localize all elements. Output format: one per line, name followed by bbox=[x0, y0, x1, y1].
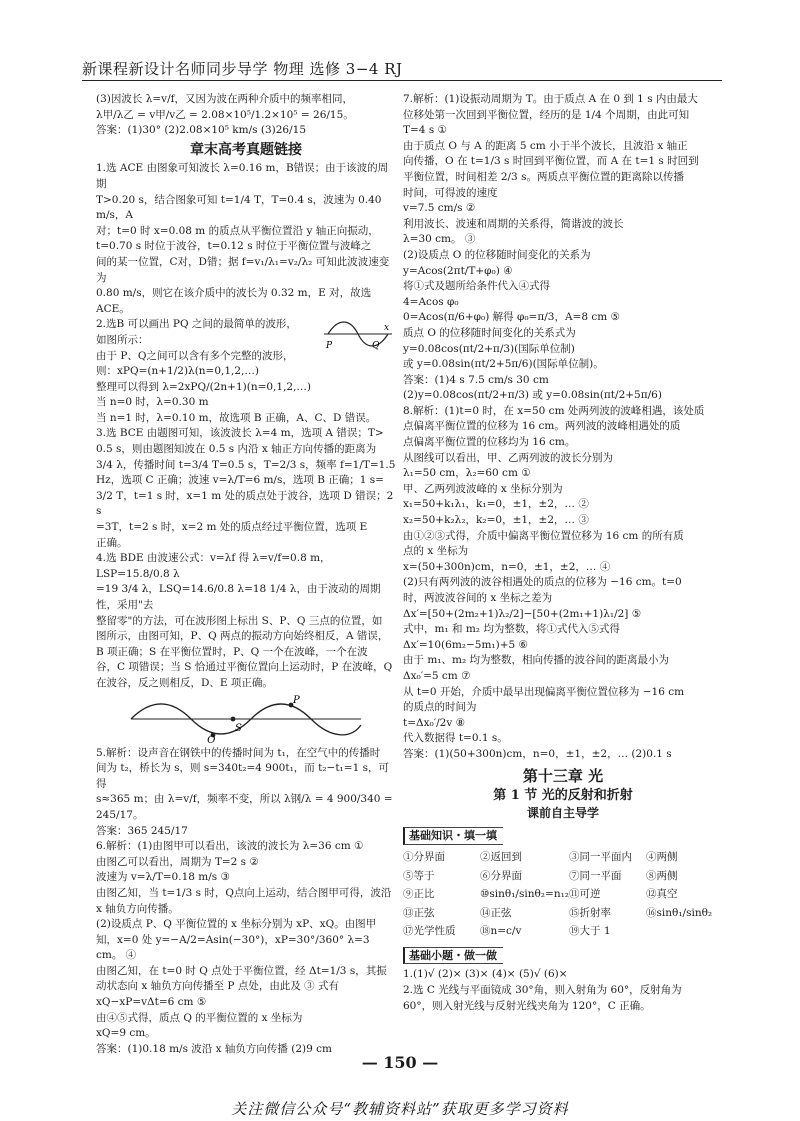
text-line: xQ=9 cm。 bbox=[96, 1027, 156, 1040]
text-line: 1.选 ACE 由图象可知波长 λ=0.16 m，B错误；由于该波的周期 bbox=[96, 162, 389, 190]
text-line: 60°，则入射光线与反射光线夹角为 120°，C 正确。 bbox=[403, 999, 651, 1012]
text-line: 对；t=0 时 x=0.08 m 的质点从平衡位置沿 y 轴正向振动， bbox=[96, 224, 379, 237]
text-line: 5.解析：设声音在钢铁中的传播时间为 t₁，在空气中的传播时 bbox=[96, 746, 381, 759]
text-line: 答案：(1)30° (2)2.08×10⁵ km/s (3)26/15 bbox=[96, 124, 306, 137]
knowledge-item: ⑪可逆 bbox=[569, 888, 601, 901]
text-line: 从图线可以看出，甲、乙两列波的波长分别为 bbox=[403, 451, 613, 464]
text-line: 式中，m₁ 和 m₂ 均为整数，将①式代入⑤式得 bbox=[403, 623, 620, 636]
text-line: 2.选 C 光线与平面镜成 30°角，则入射角为 60°，反射角为 bbox=[403, 984, 682, 997]
text-line: (2)y=0.08cos(πt/2+π/3) 或 y=0.08sin(πt/2+5π/6) bbox=[403, 389, 662, 402]
text-line: 整留零"的方法，可在波形图上标出 S、P、Q 三点的位置，如 bbox=[96, 614, 383, 627]
answer-block-intro bbox=[96, 92, 396, 139]
text-line: 由①②③式得，介质中偏离平衡位置位移为 16 cm 的所有质 bbox=[403, 529, 684, 542]
text-line: 3.选 BCE 由题图可知，该波波长 λ=4 m，选项 A 错误；T> bbox=[96, 427, 384, 440]
text-line: xQ−xP=vΔt=6 cm ⑤ bbox=[96, 996, 207, 1009]
text-line: Δx₀′=5 cm ⑦ bbox=[403, 669, 471, 682]
text-line: 由④⑤式得，质点 Q 的平衡位置的 x 坐标为 bbox=[96, 1011, 303, 1024]
text-line: 知，x=0 处 y=−A/2=Asin(−30°)，xP=30°/360° λ=3 cm。 ④ bbox=[96, 933, 370, 962]
answer-block-q1-q4 bbox=[96, 161, 396, 691]
answer-block-q7 bbox=[403, 92, 723, 404]
text-line: ACE。 bbox=[96, 302, 130, 315]
text-line: 1.(1)√ (2)× (3)× (4)× (5)√ (6)× bbox=[403, 968, 568, 981]
basic-knowledge-label: 基础知识・填一填 bbox=[403, 827, 503, 845]
knowledge-item: ⑧两侧 bbox=[646, 869, 678, 882]
text-line: 6.解析：(1)由图甲可以看出，该波的波长为 λ=36 cm ① bbox=[96, 840, 364, 853]
text-line: 图所示，由图可知，P、Q 两点的振动方向始终相反，A 错误， bbox=[96, 630, 389, 643]
text-line: 答案：(1)0.18 m/s 波沿 x 轴负方向传播 (2)9 cm bbox=[96, 1042, 332, 1055]
section-title-exam-links: 章末高考真题链接 bbox=[190, 141, 302, 158]
text-line: 由图乙知，当 t=1/3 s 时，Q点向上运动，结合图甲可得，波沿 bbox=[96, 886, 392, 899]
text-line: 时，两波波谷间的 x 坐标之差为 bbox=[403, 592, 553, 604]
text-line: λ甲/λ乙 = v甲/v乙 = 2.08×10⁵/1.2×10⁵ = 26/15。 bbox=[96, 108, 354, 121]
point-s-marker bbox=[231, 716, 236, 721]
text-line: 答案：365 245/17 bbox=[96, 824, 188, 837]
text-line: 或 y=0.08sin(πt/2+5π/6)(国际单位制)。 bbox=[403, 358, 604, 371]
header-rule bbox=[82, 80, 722, 81]
text-line: 间为 t₂，桥长为 s，则 s=340t₂=4 900t₁，而 t₂−t₁=1 s，可得 bbox=[96, 762, 389, 790]
text-line: 0.80 m/s，则它在该介质中的波长为 0.32 m，E 对，故选 bbox=[96, 287, 372, 300]
text-line: 利用波长、波速和周期的关系得，简谐波的波长 bbox=[403, 217, 624, 230]
label-q: Q bbox=[207, 734, 216, 743]
label-s: S bbox=[235, 722, 242, 734]
text-line: λ₁=50 cm，λ₂=60 cm ① bbox=[403, 467, 531, 480]
text-line: 由于 P、Q之间可以含有多个完整的波形， bbox=[96, 349, 294, 362]
chapter-title: 第十三章 光 bbox=[522, 766, 604, 785]
text-line: 4=Acos φ₀ bbox=[403, 295, 459, 308]
text-line: t=0.70 s 时位于波谷，t=0.12 s 时位于平衡位置与波峰之 bbox=[96, 240, 372, 253]
text-line: 整理可以得到 λ=2xPQ/(2n+1)(n=0,1,2,…) bbox=[96, 380, 312, 393]
text-line: 向传播，O 在 t=1/3 s 时回到平衡位置，而 A 在 t=1 s 时回到 bbox=[403, 155, 699, 168]
text-line: 代入数据得 t=0.1 s。 bbox=[403, 732, 508, 745]
text-line: T>0.20 s，结合图象可知 t=1/4 T，T=0.4 s，波速为 0.40 m/s，A bbox=[96, 193, 382, 222]
running-header: 新课程新设计名师同步导学 物理 选修 3−4 RJ bbox=[82, 60, 403, 78]
text-line: 则：xPQ=(n+1/2)λ(n=0,1,2,…) bbox=[96, 365, 260, 378]
text-line: 答案：(1)(50+300n)cm，n=0，±1，±2，… (2)0.1 s bbox=[403, 747, 672, 760]
text-line: 正确。 bbox=[96, 536, 128, 549]
text-line: Δx′=10(6m₂−5m₁)+5 ⑥ bbox=[403, 638, 528, 651]
knowledge-item: ⑱n=c/v bbox=[479, 925, 522, 938]
text-line: =3T，t=2 s 时，x=2 m 处的质点经过平衡位置，选项 E bbox=[96, 521, 368, 534]
text-line: 3/4 λ，传播时间 t=3/4 T=0.5 s，T=2/3 s，频率 f=1/T=1.5 bbox=[96, 458, 396, 471]
text-line: 时间，可得波的速度 bbox=[403, 186, 498, 199]
text-line: 位移处第一次回到平衡位置，经历的是 1/4 个周期，由此可知 bbox=[403, 108, 690, 121]
label-p-small: P bbox=[326, 341, 333, 351]
text-line: 由图乙可以看出，周期为 T=2 s ② bbox=[96, 855, 259, 868]
text-line: 8.解析：(1)t=0 时，在 x=50 cm 处两列波的波峰相遇，该处质 bbox=[403, 404, 705, 417]
text-line: (2)设质点 P、Q 平衡位置的 x 坐标分别为 xP、xQ。由图甲 bbox=[96, 918, 377, 931]
text-line: T=4 s ① bbox=[403, 124, 447, 137]
text-line: 3/2 T，t=1 s 时，x=1 m 处的质点处于波谷，选项 D 错误；2 s bbox=[96, 489, 394, 518]
text-line: 甲、乙两列波波峰的 x 坐标分别为 bbox=[403, 482, 563, 495]
text-line: 由于质点 O 与 A 的距离 5 cm 小于半个波长，且波沿 x 轴正 bbox=[403, 139, 688, 152]
label-p: P bbox=[293, 694, 300, 706]
text-line: 由图乙知，在 t=0 时 Q 点处于平衡位置，经 Δt=1/3 s，其振 bbox=[96, 964, 387, 977]
knowledge-item: ③同一平面内 bbox=[569, 850, 632, 863]
text-line: B 项正确；S 在平衡位置时，P、Q 一个在波峰，一个在波 bbox=[96, 645, 368, 658]
text-line: 间的某一位置，C对，D错；据 f=v₁/λ₁=v₂/λ₂ 可知此波波速变为 bbox=[96, 255, 390, 284]
wave-figure-pq bbox=[322, 316, 394, 352]
label-x-small: x bbox=[384, 323, 390, 333]
text-line: (3)因波长 λ=v/f，又因为波在两种介质中的频率相同， bbox=[96, 93, 354, 105]
knowledge-item: ⑨正比 bbox=[403, 888, 435, 901]
knowledge-item: ④两侧 bbox=[646, 850, 678, 863]
text-line: x₂=50+k₂λ₂，k₂=0，±1，±2，… ③ bbox=[403, 514, 589, 527]
basic-knowledge-grid bbox=[403, 850, 723, 940]
knowledge-item: ②返回到 bbox=[479, 850, 522, 863]
page-number: — 150 — bbox=[361, 1053, 439, 1072]
basic-exercise-block bbox=[403, 967, 723, 1014]
text-line: 平衡位置，时间相差 2/3 s。两质点平衡位置的距离除以传播 bbox=[403, 170, 684, 183]
text-line: 质点 O 的位移随时间变化的关系式为 bbox=[403, 326, 576, 339]
text-line: 答案：(1)4 s 7.5 cm/s 30 cm bbox=[403, 373, 549, 386]
text-line: 点偏离平衡位置的位移均为 16 cm。 bbox=[403, 436, 576, 449]
text-line: 点的 x 坐标为 bbox=[403, 545, 469, 558]
text-line: v=7.5 cm/s ② bbox=[403, 202, 476, 215]
knowledge-item: ⑥分界面 bbox=[479, 869, 522, 882]
knowledge-item: ⑮折射率 bbox=[569, 906, 611, 919]
text-line: 0=Acos(π/6+φ₀) 解得 φ₀=π/3，A=8 cm ⑤ bbox=[403, 311, 620, 324]
text-line: 从 t=0 开始，介质中最早出现偏离平衡位置位移为 −16 cm bbox=[403, 685, 685, 698]
text-line: 4.选 BDE 由波速公式：v=λf 得 λ=v/f=0.8 m，LSP=15.8/0.8 λ bbox=[96, 552, 331, 580]
left-column bbox=[96, 92, 396, 1057]
text-line: 在波谷，反之则相反，D、E 项正确。 bbox=[96, 676, 273, 689]
text-line: 7.解析：(1)设振动周期为 T。由于质点 A 在 0 到 1 s 内由最大 bbox=[403, 93, 698, 105]
footer-note: 关注微信公众号“教辅资料站”获取更多学习资料 bbox=[231, 1100, 569, 1118]
text-line: y=Acos(2πt/T+φ₀) ④ bbox=[403, 264, 513, 277]
knowledge-item: ⑲大于 1 bbox=[569, 925, 611, 938]
text-line: 将①式及题所给条件代入④式得 bbox=[403, 280, 550, 293]
text-line: 谷，C 项错误；当 S 恰通过平衡位置向上运动时，P 在波峰，Q bbox=[96, 661, 393, 674]
text-line: x 轴负方向传播。 bbox=[96, 902, 179, 915]
text-line: (2)设质点 O 的位移随时间变化的关系为 bbox=[403, 248, 591, 261]
knowledge-item: ①分界面 bbox=[403, 850, 445, 863]
knowledge-item: ⑤等于 bbox=[403, 869, 435, 882]
right-column bbox=[403, 92, 723, 1014]
text-line: 动状态向 x 轴负方向传播至 P 点处，由此及 ③ 式有 bbox=[96, 980, 340, 993]
text-line: =19 3/4 λ，LSQ=14.6/0.8 λ=18 1/4 λ，由于波动的周期性，采用"去 bbox=[96, 583, 381, 611]
text-line: Δx′=[50+(2m₂+1)λ₂/2]−[50+(2m₁+1)λ₁/2] ⑤ bbox=[403, 607, 642, 620]
answer-block-q8 bbox=[403, 404, 723, 763]
text-line: 的质点的时间为 bbox=[403, 701, 477, 714]
text-line: Hz，选项 C 正确；波速 v=λ/T=6 m/s，选项 B 正确；1 s= bbox=[96, 474, 384, 487]
text-line: 2.选B 可以画出 PQ 之间的最简单的波形， bbox=[96, 318, 297, 331]
basic-exercise-label: 基础小题・做一做 bbox=[403, 947, 503, 965]
text-line: s≈365 m；由 λ=v/f，频率不变，所以 λ钢/λ = 4 900/340 = 245/17。 bbox=[96, 793, 393, 821]
text-line: 如图所示： bbox=[96, 333, 149, 346]
text-line: 由于 m₁、m₂ 均为整数，相向传播的波谷间的距离最小为 bbox=[403, 654, 670, 667]
knowledge-item: ⑬正弦 bbox=[403, 906, 435, 919]
text-line: λ=30 cm。 ③ bbox=[403, 233, 476, 246]
knowledge-item: ⑩sinθ₁/sinθ₂=n₁₂ bbox=[479, 888, 569, 901]
label-q-small: Q bbox=[372, 341, 380, 351]
text-line: y=0.08cos(πt/2+π/3)(国际单位制) bbox=[403, 342, 575, 355]
answer-block-q5-q6 bbox=[96, 746, 396, 1058]
knowledge-item: ⑭正弦 bbox=[479, 906, 512, 919]
text-line: x₁=50+k₁λ₁，k₁=0，±1，±2，… ② bbox=[403, 498, 589, 511]
section-title-reflection: 第 1 节 光的反射和折射 bbox=[493, 788, 633, 804]
knowledge-item: ⑯sinθ₁/sinθ₂ bbox=[646, 906, 713, 919]
text-line: x=(50+300n)cm，n=0，±1，±2，… ④ bbox=[403, 560, 611, 573]
text-line: 当 n=0 时，λ=0.30 m bbox=[96, 396, 209, 409]
knowledge-item: ⑫真空 bbox=[646, 888, 678, 901]
text-line: t=Δx₀′/2v ⑧ bbox=[403, 716, 466, 729]
subsection-title-preview: 课前自主导学 bbox=[526, 805, 599, 820]
text-line: 波速为 v=λ/T=0.18 m/s ③ bbox=[96, 871, 230, 884]
knowledge-item: ⑦同一平面 bbox=[569, 869, 622, 882]
text-line: 0.5 s，则由题图知波在 0.5 s 内沿 x 轴正方向传播的距离为 bbox=[96, 443, 377, 456]
text-line: (2)只有两列波的波谷相遇处的质点的位移为 −16 cm。t=0 bbox=[403, 576, 682, 589]
knowledge-item: ⑰光学性质 bbox=[403, 925, 456, 938]
text-line: 当 n=1 时，λ=0.10 m，故选项 B 正确，A、C、D 错误。 bbox=[96, 411, 377, 424]
sine-wave-figure-spq bbox=[121, 695, 371, 743]
text-line: 点偏离平衡位置的位移为 16 cm。两列波的波峰相遇处的质 bbox=[403, 420, 681, 433]
